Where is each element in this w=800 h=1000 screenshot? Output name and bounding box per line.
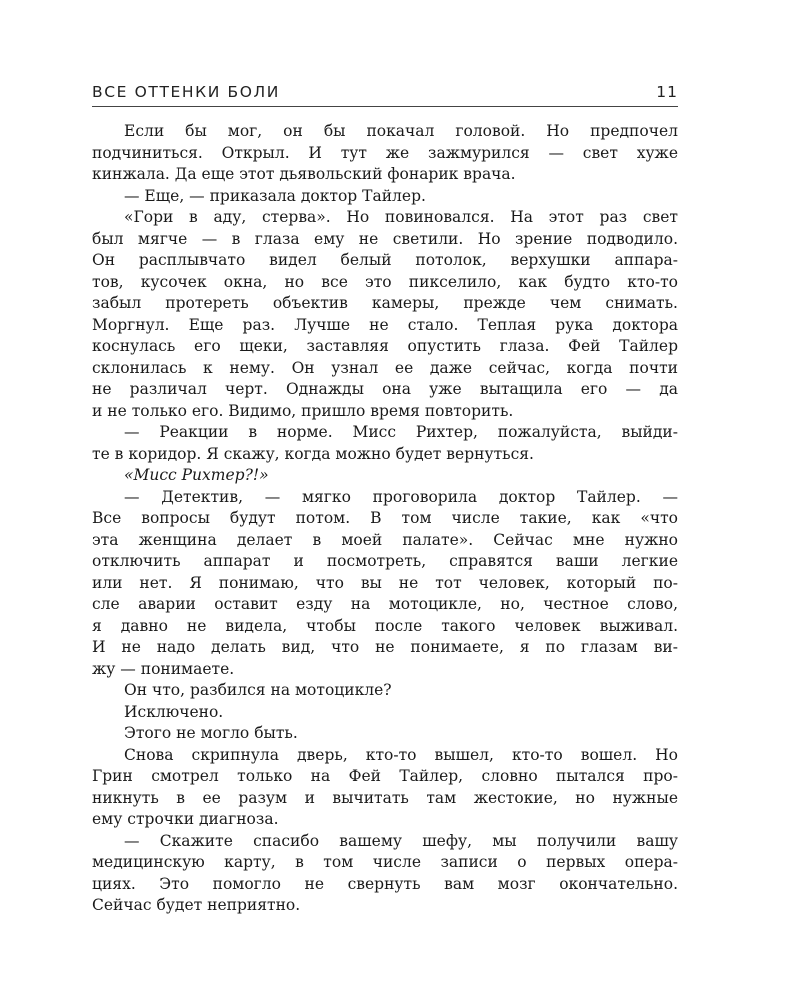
text-line: отключить аппарат и посмотреть, справятся ваши легкие bbox=[92, 552, 678, 570]
text-line: тов, кусочек окна, но все это пикселило, как будто кто-то bbox=[92, 272, 678, 291]
text-line: те в коридор. Я скажу, когда можно будет вернуться. bbox=[92, 444, 534, 463]
running-title: ВСЕ ОТТЕНКИ БОЛИ bbox=[92, 83, 280, 101]
text-line: Он что, разбился на мотоцикле? bbox=[124, 681, 392, 699]
text-line: сле аварии оставит езду на мотоцикле, но, честное слово, bbox=[92, 595, 678, 613]
text-line: ему строчки диагноза. bbox=[92, 810, 279, 828]
text-line: был мягче — в глаза ему не светили. Но зрение подводило. bbox=[92, 229, 678, 248]
text-line: коснулась его щеки, заставляя опустить глаза. Фей Тайлер bbox=[92, 337, 678, 355]
text-line: Исключено. bbox=[124, 702, 224, 721]
text-line: Грин смотрел только на Фей Тайлер, словно пытался про- bbox=[92, 767, 678, 785]
text-line: — Еще, — приказала доктор Тайлер. bbox=[124, 186, 426, 205]
text-line: Снова скрипнула дверь, кто-то вышел, кто-то вошел. Но bbox=[124, 745, 678, 764]
text-line: и не только его. Видимо, пришло время повторить. bbox=[92, 401, 514, 420]
text-line: Сейчас будет неприятно. bbox=[92, 896, 301, 914]
text-line: Если бы мог, он бы покачал головой. Но предпочел bbox=[124, 122, 678, 140]
text-line: кинжала. Да еще этот дьявольский фонарик врача. bbox=[92, 165, 516, 183]
text-line: — Реакции в норме. Мисс Рихтер, пожалуйста, выйди- bbox=[124, 423, 678, 441]
text-line: жу — понимаете. bbox=[92, 659, 235, 678]
text-line-italic: «Мисс Рихтер?!» bbox=[124, 466, 269, 484]
text-line: склонилась к нему. Он узнал ее даже сейчас, когда почти bbox=[92, 358, 678, 377]
text-line: Этого не могло быть. bbox=[124, 724, 298, 742]
text-line: никнуть в ее разум и вычитать там жестокие, но нужные bbox=[92, 788, 678, 807]
text-line: забыл протереть объектив камеры, прежде чем снимать. bbox=[92, 294, 678, 312]
header-rule bbox=[92, 106, 678, 107]
text-line: Моргнул. Еще раз. Лучше не стало. Теплая рука доктора bbox=[92, 315, 678, 334]
text-line: я давно не видела, чтобы после такого человек выживал. bbox=[92, 616, 678, 635]
running-head bbox=[92, 80, 678, 104]
body-text bbox=[92, 121, 678, 917]
page-number: 11 bbox=[656, 83, 678, 101]
text-line: Он расплывчато видел белый потолок, верхушки аппара- bbox=[92, 251, 678, 269]
text-line: подчиниться. Открыл. И тут же зажмурился — свет хуже bbox=[92, 143, 678, 162]
text-line: медицинскую карту, в том числе записи о первых опера- bbox=[92, 853, 678, 871]
text-line: не различал черт. Однажды она уже вытащила его — да bbox=[92, 380, 678, 398]
text-line: эта женщина делает в моей палате». Сейчас мне нужно bbox=[92, 530, 678, 549]
text-line: циях. Это помогло не свернуть вам мозг окончательно. bbox=[92, 874, 678, 893]
text-line: И не надо делать вид, что не понимаете, я по глазам ви- bbox=[92, 638, 678, 656]
text-line: или нет. Я понимаю, что вы не тот человек, который по- bbox=[92, 573, 678, 592]
text-line: — Скажите спасибо вашему шефу, мы получили вашу bbox=[124, 831, 678, 850]
text-line: — Детектив, — мягко проговорила доктор Тайлер. — bbox=[124, 487, 678, 506]
text-line: «Гори в аду, стерва». Но повиновался. На этот раз свет bbox=[124, 208, 678, 226]
text-line: Все вопросы будут потом. В том числе такие, как «что bbox=[92, 509, 678, 527]
